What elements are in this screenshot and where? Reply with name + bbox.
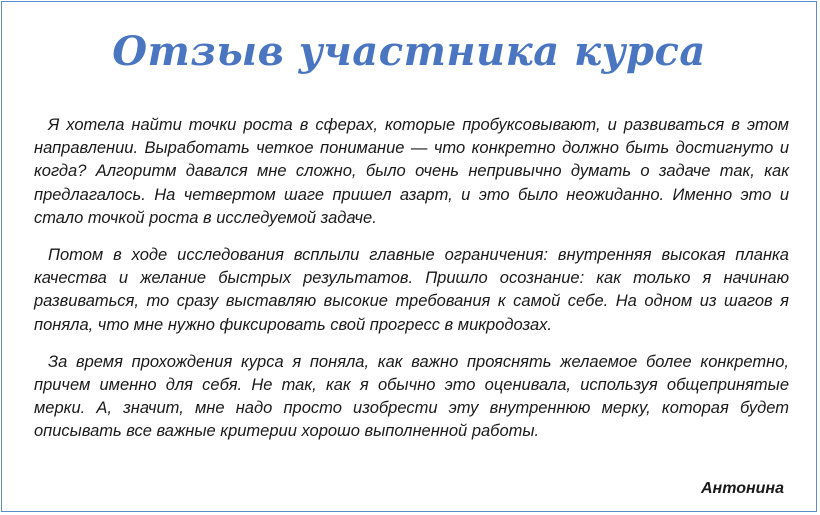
page-title: Отзыв участника курса	[112, 28, 706, 75]
review-card	[1, 1, 817, 512]
author-signature: Антонина	[700, 480, 784, 497]
review-body	[34, 114, 789, 458]
review-paragraph-3: За время прохождения курса я поняла, как важно прояснять желаемое более конкретно, причем именно для себя. Не так, как я обычно это оценивала, используя общепринятые мерки. А, значит, мне надо просто изобрести эту внутреннюю мерку, которая будет описывать все важные критерии хорошо выполненной работы.	[34, 352, 789, 441]
review-paragraph-1: Я хотела найти точки роста в сферах, которые пробуксовывают, и развиваться в этом направлении. Выработать четкое понимание — что конкретно должно быть достигнуто и когда? Алгоритм давался мне сложно, было очень непривычно думать о задаче так, как предлагалось. На четвертом шаге пришел азарт, и это было неожиданно. Именно это и стало точкой роста в исследуемой задаче.	[34, 116, 789, 227]
review-paragraph-2: Потом в ходе исследования всплыли главные ограничения: внутренняя высокая планка качества и желание быстрых результатов. Пришло осознание: как только я начинаю развиваться, то сразу выставляю высокие требования к самой себе. На одном из шагов я поняла, что мне нужно фиксировать свой прогресс в микродозах.	[34, 246, 789, 334]
